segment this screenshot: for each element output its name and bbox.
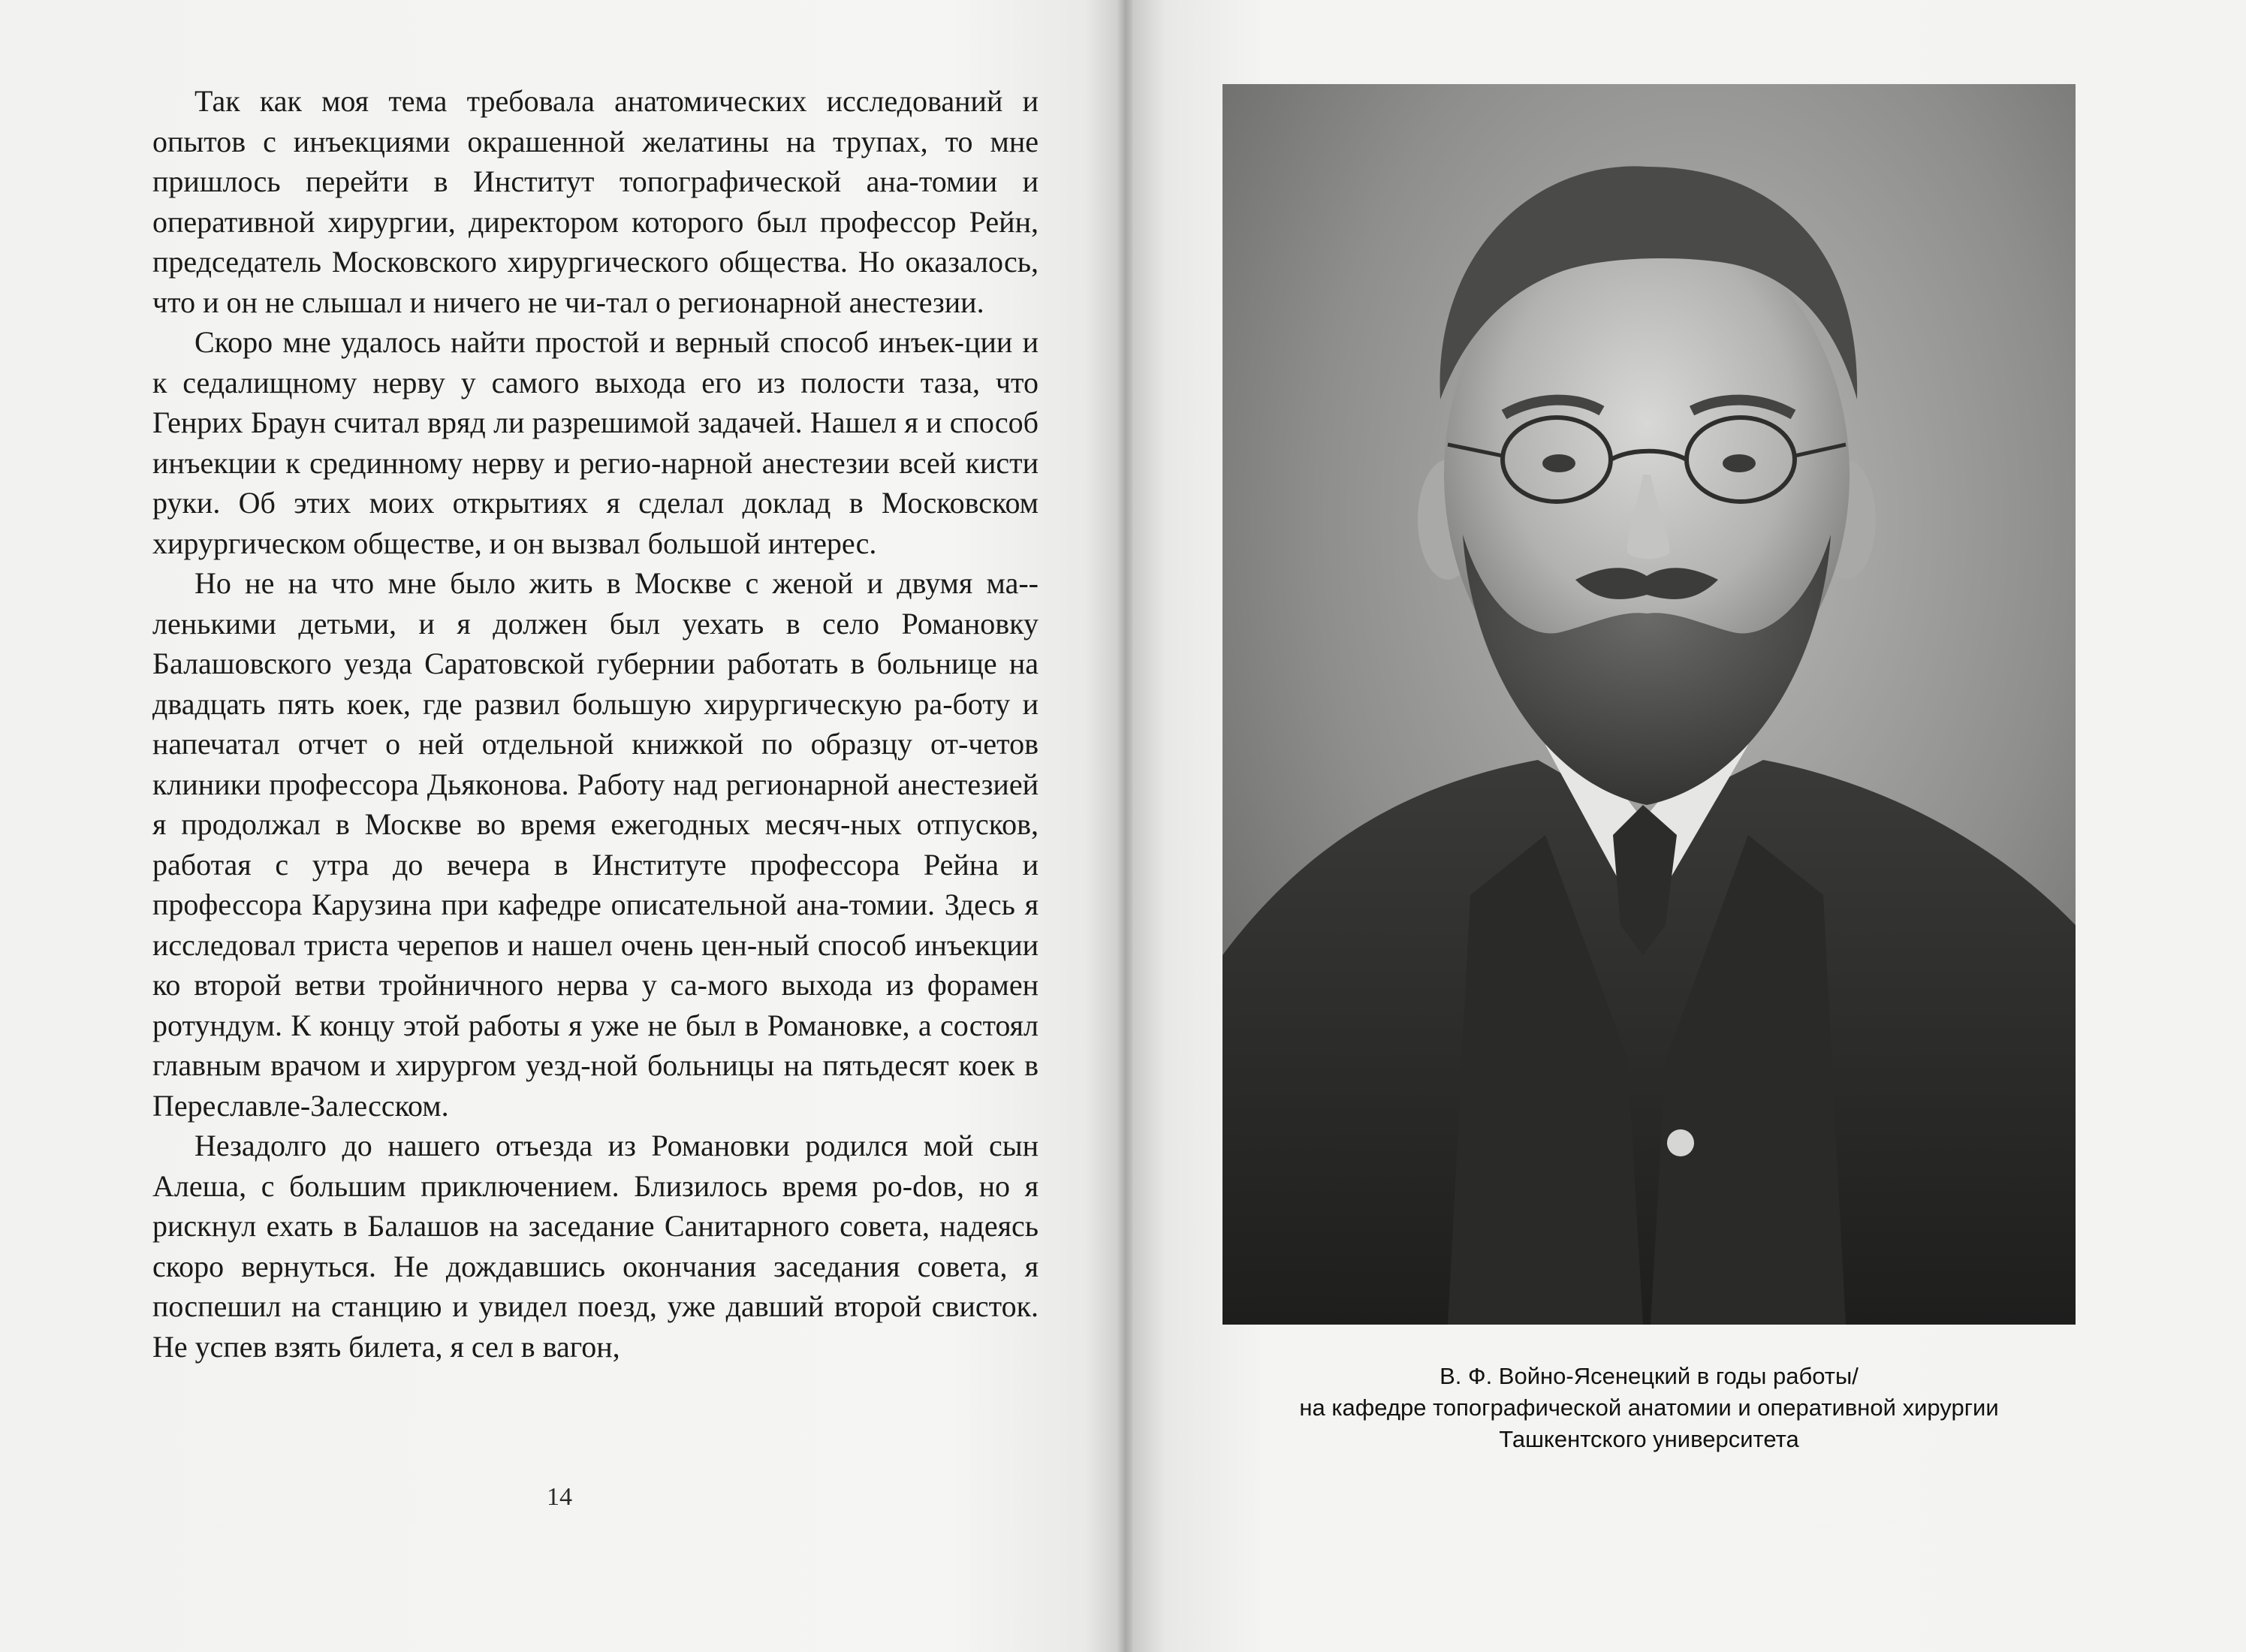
book-gutter (1117, 0, 1134, 1652)
portrait-illustration (1222, 84, 2076, 1325)
caption-line: В. Ф. Войно-Ясенецкий в годы работы/ (1440, 1363, 1859, 1389)
body-text (152, 81, 1039, 1367)
caption-line: на кафедре топографической анатомии и оперативной хирургии (1299, 1394, 1999, 1421)
paragraph: Но не на что мне было жить в Москве с женой и двумя ма-ленькими детьми, и я должен был уехать в село Романовку Балашовского уезда Саратовской губернии работать в больнице на двадцать пять коек, где развил большую хирургическую ра-боту и напечатал отчет о ней отдельной книжкой по образцу от-четов клиники профессора Дьяконова. Работу над регионарной анестезией я продолжал в Москве во время ежегодных месяч-ных отпусков, работая с утра до вечера в Институте профессора Рейна и профессора Карузина при кафедре описательной ана-томии. Здесь я исследовал триста черепов и нашел очень цен-ный способ инъекции ко второй ветви тройничного нерва у са-мого выхода из форамен ротундум. К концу этой работы я уже не был в Романовке, а состоял главным врачом и хирургом уезд-ной больницы на пятьдесят коек в Переславле-Залесском. (152, 566, 1039, 1123)
photo-caption (1194, 1361, 2104, 1455)
page-number: 14 (547, 1483, 572, 1511)
portrait-photo (1222, 84, 2076, 1325)
paragraph: Скоро мне удалось найти простой и верный способ инъек-ции и к седалищному нерву у самого выхода его из полости таза, что Генрих Браун считал вряд ли разрешимой задачей. Нашел я и способ инъекции к срединному нерву и регио-нарной анестезии всей кисти руки. Об этих моих открытиях я сделал доклад в Московском хирургическом обществе, и он вызвал большой интерес. (152, 325, 1039, 560)
caption-line: Ташкентского университета (1499, 1426, 1799, 1452)
left-page (0, 0, 1119, 1652)
paragraph: Так как моя тема требовала анатомических исследований и опытов с инъекциями окрашенной желатины на трупах, то мне пришлось перейти в Институт топографической ана-томии и оперативной хирургии, директором которого был профессор Рейн, председатель Московского хирургического общества. Но оказалось, что и он не слышал и ничего не чи-тал о регионарной анестезии. (152, 84, 1039, 319)
paragraph: Незадолго до нашего отъезда из Романовки родился мой сын Алеша, с большим приключением. Близилось время ро-dов, но я рискнул ехать в Балашов на заседание Санитарного совета, надеясь скоро вернуться. Не дождавшись окончания заседания совета, я поспешил на станцию и увидел поезд, уже давший второй свисток. Не успев взять билета, я сел в вагон, (152, 1129, 1039, 1364)
